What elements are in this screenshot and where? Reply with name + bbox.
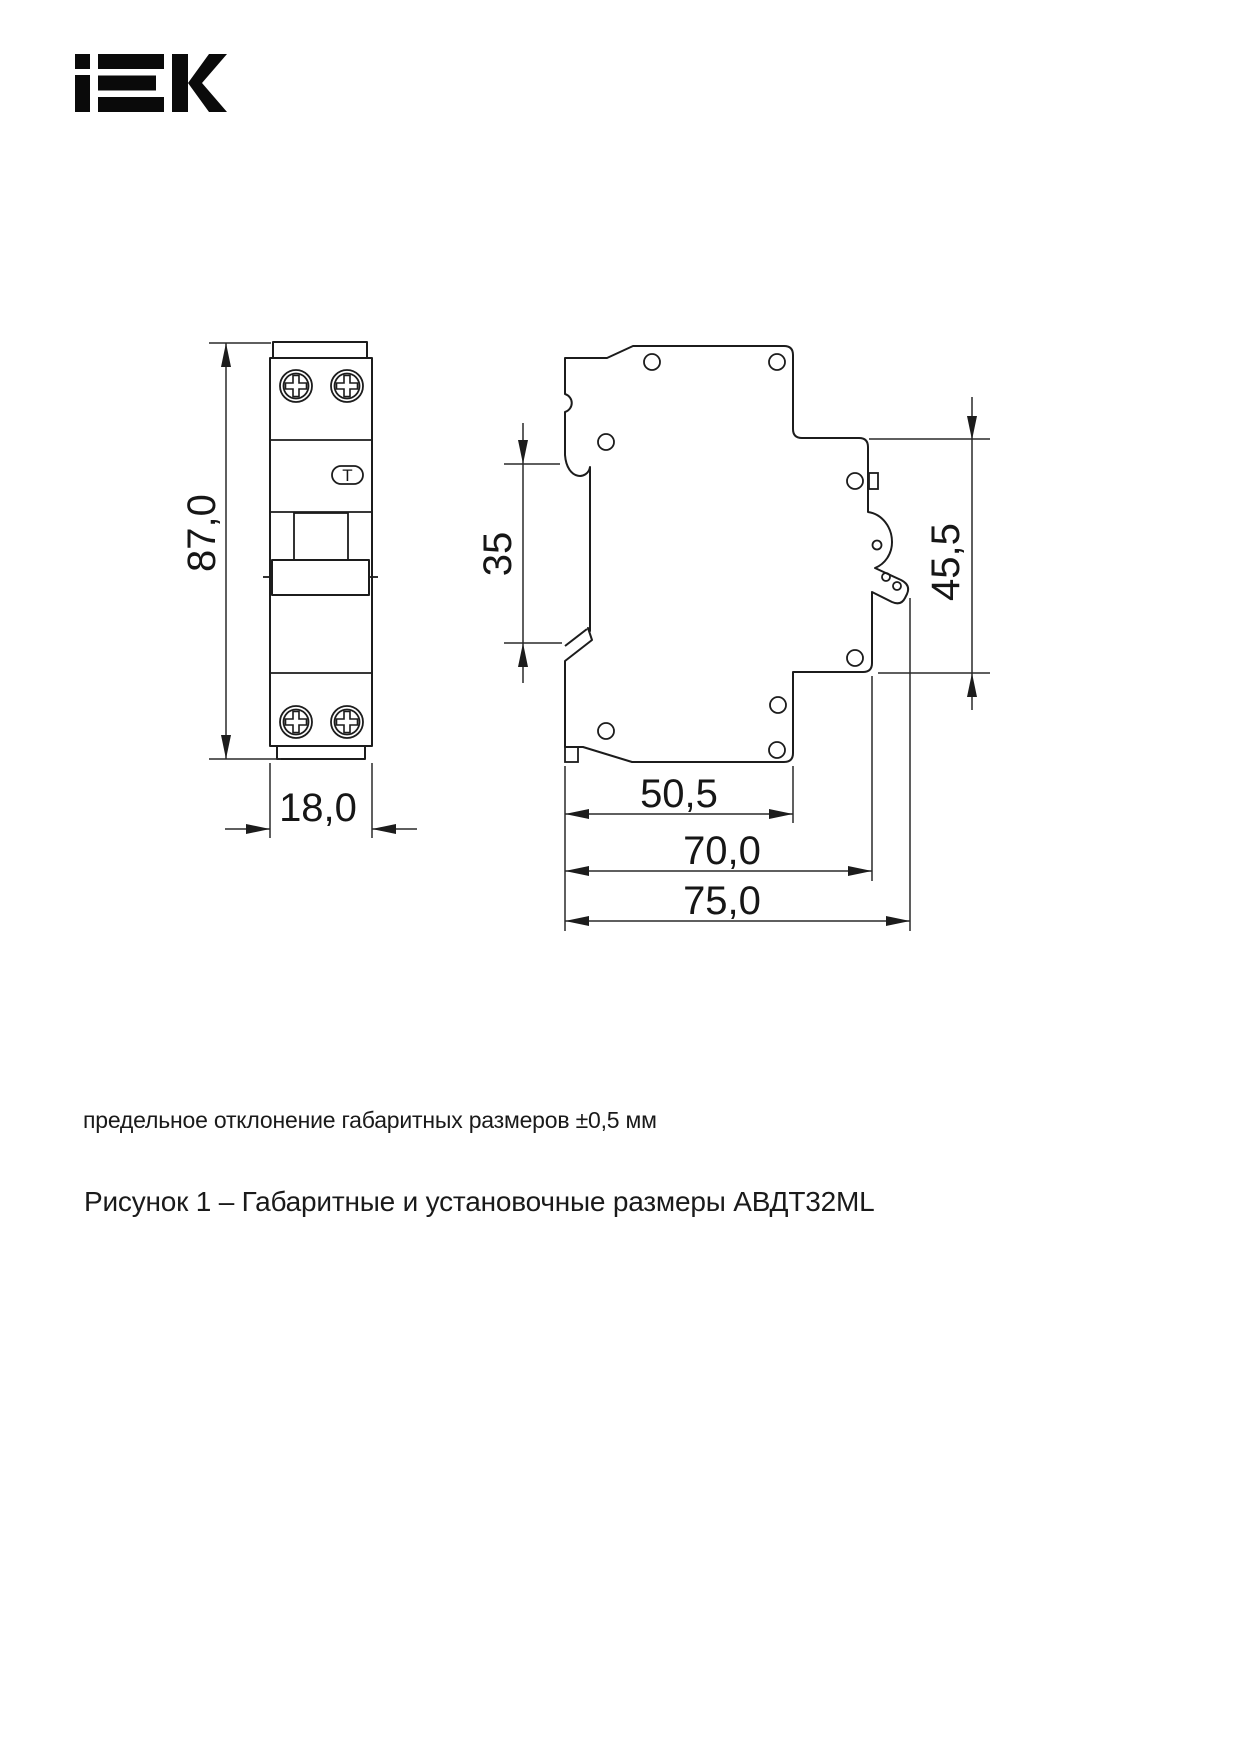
arrow-down-icon — [967, 416, 977, 440]
arrow-right-icon — [848, 866, 872, 876]
front-top-cap — [273, 342, 367, 358]
dimension-label-din-clip: 35 — [476, 531, 520, 577]
dimension-label-side-right-height: 45,5 — [924, 523, 968, 601]
dimension-din-clip — [476, 423, 562, 683]
dimension-front-height — [180, 343, 281, 759]
rivet-hole — [598, 434, 614, 450]
dimension-label-front-width: 18,0 — [279, 786, 357, 830]
right-side-tab — [869, 473, 878, 489]
dimension-label-side-depth-3: 75,0 — [683, 879, 761, 923]
tolerance-note: предельное отклонение габаритных размеров ±0,5 мм — [83, 1107, 657, 1133]
dimension-side-right-height — [869, 397, 990, 710]
phillips-screw-icon — [331, 370, 363, 402]
rivet-hole — [770, 697, 786, 713]
arrow-left-icon — [372, 824, 396, 834]
front-view — [263, 342, 378, 759]
phillips-screw-icon — [331, 706, 363, 738]
arrow-left-icon — [565, 916, 589, 926]
arrow-up-icon — [967, 673, 977, 697]
arrow-left-icon — [565, 809, 589, 819]
latch-pivot-hole — [873, 541, 882, 550]
rivet-hole — [769, 742, 785, 758]
dimension-label-front-height: 87,0 — [180, 494, 224, 572]
phillips-screw-icon — [280, 706, 312, 738]
figure-caption: Рисунок 1 – Габаритные и установочные размеры АВДТ32ML — [84, 1186, 875, 1217]
rivet-hole — [598, 723, 614, 739]
arrow-up-icon — [518, 643, 528, 667]
bottom-left-notch — [565, 747, 578, 762]
front-body — [270, 358, 372, 746]
front-bottom-cap — [277, 746, 365, 759]
rivet-hole — [847, 473, 863, 489]
latch-hole — [893, 582, 901, 590]
toggle-handle — [272, 560, 369, 595]
rivet-hole — [847, 650, 863, 666]
side-view — [565, 346, 908, 762]
toggle-window — [294, 513, 348, 560]
arrow-left-icon — [565, 866, 589, 876]
arrow-down-icon — [518, 440, 528, 464]
dimension-side-depth-2 — [565, 676, 872, 881]
din-clip-flag-edge — [565, 629, 587, 646]
rivet-hole — [644, 354, 660, 370]
rivet-hole — [769, 354, 785, 370]
test-button-label: Т — [342, 466, 353, 485]
arrow-up-icon — [221, 343, 231, 367]
arrow-right-icon — [886, 916, 910, 926]
dimension-side-depth-3 — [565, 598, 910, 931]
dimension-label-side-depth-1: 50,5 — [640, 772, 718, 816]
arrow-right-icon — [769, 809, 793, 819]
dimension-front-width — [225, 763, 417, 838]
phillips-screw-icon — [280, 370, 312, 402]
side-outline — [565, 346, 908, 762]
arrow-down-icon — [221, 735, 231, 759]
latch-hole — [882, 573, 890, 581]
arrow-right-icon — [246, 824, 270, 834]
dimension-label-side-depth-2: 70,0 — [683, 829, 761, 873]
